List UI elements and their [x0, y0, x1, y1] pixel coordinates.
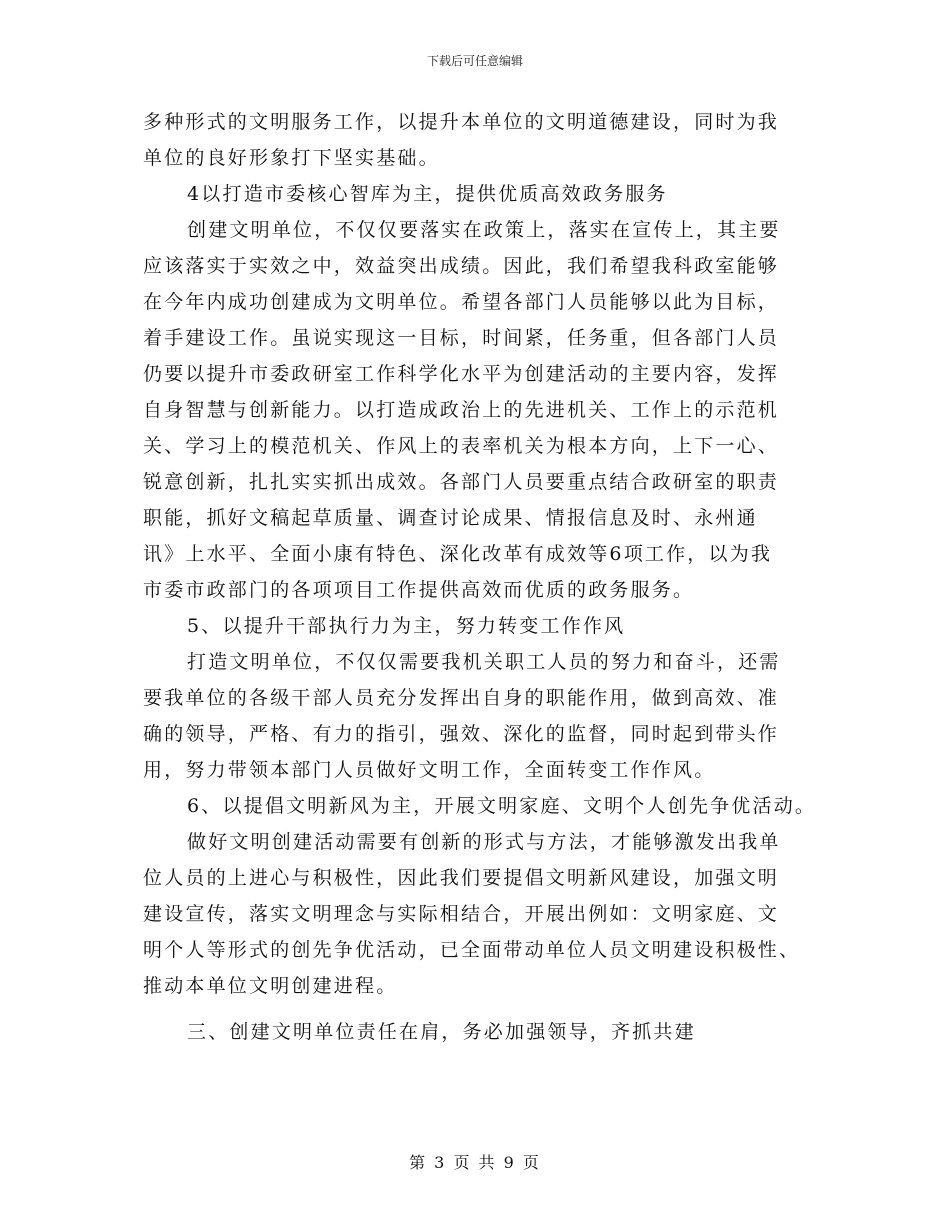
- text-line: 讯》上水平、全面小康有特色、深化改革有成效等6项工作，以为我: [143, 543, 773, 565]
- page-footer: 第 3 页 共 9 页: [409, 1153, 541, 1172]
- text-line: 建设宣传，落实文明理念与实际相结合，开展出例如：文明家庭、文: [143, 903, 780, 925]
- text-line: 三、创建文明单位责任在肩，务必加强领导，齐抓共建: [187, 1021, 696, 1043]
- text-line: 6、以提倡文明新风为主，开展文明家庭、文明个人创先争优活动。: [187, 795, 817, 817]
- text-line: 4以打造市委核心智库为主，提供优质高效政务服务: [187, 183, 668, 205]
- text-line: 单位的良好形象打下坚实基础。: [143, 147, 440, 169]
- text-line: 锐意创新，扎扎实实抓出成效。各部门人员要重点结合政研室的职责: [143, 471, 780, 493]
- text-line: 要我单位的各级干部人员充分发挥出自身的职能作用，做到高效、准: [143, 687, 780, 709]
- text-line: 位人员的上进心与积极性，因此我们要提倡文明新风建设，加强文明: [143, 867, 780, 889]
- text-line: 确的领导，严格、有力的指引，强效、深化的监督，同时起到带头作: [143, 723, 780, 745]
- text-line: 着手建设工作。虽说实现这一目标，时间紧，任务重，但各部门人员: [143, 327, 780, 349]
- page-header: 下载后可任意编辑: [426, 54, 523, 68]
- document-body: [143, 104, 817, 1050]
- text-line: 市委市政部门的各项项目工作提供高效而优质的政务服务。: [143, 579, 695, 601]
- text-line: 在今年内成功创建成为文明单位。希望各部门人员能够以此为目标，: [143, 291, 780, 313]
- text-line: 职能，抓好文稿起草质量、调查讨论成果、情报信息及时、永州通: [143, 507, 758, 529]
- text-line: 打造文明单位，不仅仅需要我机关职工人员的努力和奋斗，还需: [187, 651, 781, 673]
- text-line: 5、以提升干部执行力为主，努力转变工作作风: [187, 615, 626, 637]
- text-line: 多种形式的文明服务工作，以提升本单位的文明道德建设，同时为我: [143, 111, 780, 133]
- text-line: 仍要以提升市委政研室工作科学化水平为创建活动的主要内容，发挥: [143, 363, 780, 385]
- text-line: 做好文明创建活动需要有创新的形式与方法，才能够激发出我单: [187, 831, 781, 853]
- text-line: 自身智慧与创新能力。以打造成政治上的先进机关、工作上的示范机: [143, 399, 780, 421]
- text-line: 创建文明单位，不仅仅要落实在政策上，落实在宣传上，其主要: [187, 219, 781, 241]
- text-line: 关、学习上的模范机关、作风上的表率机关为根本方向，上下一心、: [143, 435, 780, 457]
- text-line: 用，努力带领本部门人员做好文明工作，全面转变工作作风。: [143, 759, 716, 781]
- text-line: 应该落实于实效之中，效益突出成绩。因此，我们希望我科政室能够: [143, 255, 780, 277]
- text-line: 推动本单位文明创建进程。: [143, 975, 398, 997]
- text-line: 明个人等形式的创先争优活动，已全面带动单位人员文明建设积极性、: [143, 939, 801, 961]
